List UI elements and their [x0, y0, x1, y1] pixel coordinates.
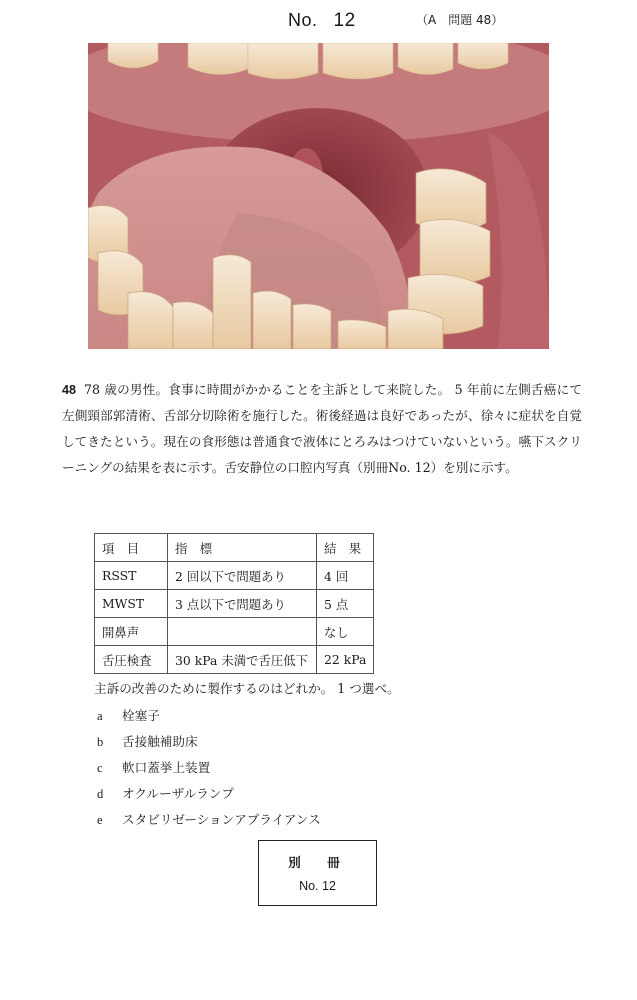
choice-e[interactable]: [97, 810, 321, 836]
swallowing-screening-table: [94, 533, 374, 674]
table-cell: 22 kPa: [317, 646, 374, 674]
choice-d[interactable]: [97, 784, 321, 810]
table-header-row: [95, 534, 374, 562]
choice-letter: b: [97, 735, 104, 749]
table-row: [95, 562, 374, 590]
question-prompt: 主訴の改善のために製作するのはどれか。 1 つ選べ。: [94, 681, 400, 696]
choice-letter: e: [97, 813, 103, 827]
table-cell: RSST: [95, 562, 168, 590]
choice-a[interactable]: [97, 706, 321, 732]
table-row: [95, 646, 374, 674]
question-48: [62, 377, 582, 481]
answer-choices: [97, 706, 321, 836]
choice-text: 栓塞子: [122, 708, 160, 723]
supplement-reference-box: [258, 840, 377, 906]
table-cell: 5 点: [317, 590, 374, 618]
table-cell: 開鼻声: [95, 618, 168, 646]
choice-text: 舌接触補助床: [122, 734, 198, 749]
choice-letter: c: [97, 761, 103, 775]
table-cell: 3 点以下で問題あり: [168, 590, 317, 618]
table-cell: 4 回: [317, 562, 374, 590]
table-header: 指 標: [168, 534, 317, 562]
intraoral-photograph: [88, 43, 549, 349]
page-number-value: 12: [333, 10, 356, 31]
choice-text: オクルーザルランプ: [122, 786, 235, 801]
page-number-label: No.: [288, 10, 318, 30]
table-cell: 30 kPa 未満で舌圧低下: [168, 646, 317, 674]
page-number: [288, 10, 356, 32]
table-cell: [168, 618, 317, 646]
question-number: 48: [62, 383, 77, 397]
choice-c[interactable]: [97, 758, 321, 784]
table-cell: 舌圧検査: [95, 646, 168, 674]
choice-letter: a: [97, 709, 103, 723]
supplement-number: No. 12: [299, 879, 336, 893]
choice-letter: d: [97, 787, 104, 801]
table-cell: 2 回以下で問題あり: [168, 562, 317, 590]
choice-text: スタビリゼーションアプライアンス: [122, 812, 321, 827]
table-header: 結 果: [317, 534, 374, 562]
table-row: [95, 590, 374, 618]
table-cell: MWST: [95, 590, 168, 618]
question-reference: （A 問題 48）: [416, 13, 504, 27]
question-text: 78 歳の男性。食事に時間がかかることを主訴として来院した。 5 年前に左側舌癌にて左側頸部郭清術、舌部分切除術を施行した。術後経過は良好であったが、徐々に症状を自覚してきたという。現在の食形態は普通食で液体にとろみはつけていないという。嚥下スクリーニングの結果を表に示す。舌安静位の口腔内写真（別冊No. 12）を別に示す。: [62, 382, 582, 475]
choice-text: 軟口蓋挙上装置: [122, 760, 211, 775]
choice-b[interactable]: [97, 732, 321, 758]
table-cell: なし: [317, 618, 374, 646]
table-row: [95, 618, 374, 646]
supplement-title: 別 冊: [288, 855, 347, 870]
table-header: 項 目: [95, 534, 168, 562]
